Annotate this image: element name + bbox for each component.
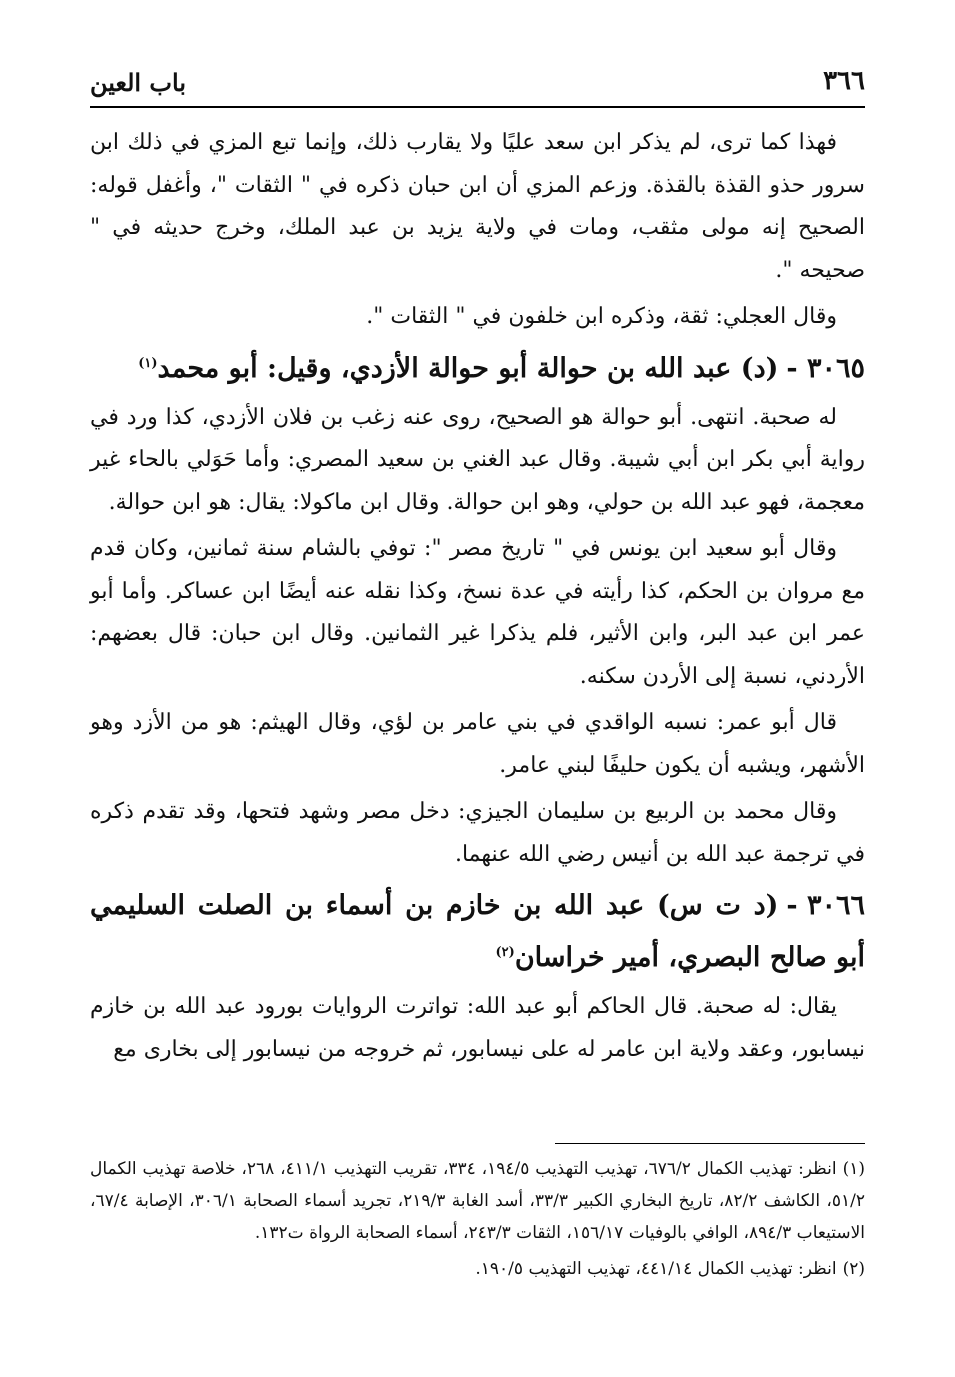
entry-heading bbox=[90, 343, 865, 395]
footnote bbox=[90, 1253, 865, 1285]
entry-number: ٣٠٦٦ - bbox=[786, 890, 865, 921]
header-rule bbox=[90, 106, 865, 108]
chapter-title: باب العين bbox=[90, 68, 187, 97]
footnotes bbox=[90, 1153, 865, 1289]
paragraph: وقال أبو سعيد ابن يونس في " تاريخ مصر ": توفي بالشام سنة ثمانين، وكان قدم مع مروان بن الحكم، كذا رأيته في عدة نسخ، وكذا نقله عنه أيضًا ابن عساكر. وأما أبو عمر ابن عبد البر، وابن الأثير، فلم يذكرا غير الثمانين. وقال ابن حبان: قال بعضهم: الأردني، نسبة إلى الأردن سكنه. bbox=[90, 536, 865, 689]
main-text bbox=[90, 122, 865, 1075]
entry-title: (د ت س) عبد الله بن خازم بن أسماء بن الصلت السليمي أبو صالح البصري، أمير خراسان bbox=[90, 890, 865, 973]
paragraph: وقال العجلي: ثقة، وذكره ابن خلفون في " الثقات ". bbox=[366, 304, 837, 329]
footnote-number: (٢) bbox=[842, 1259, 865, 1279]
entry-number: ٣٠٦٥ - bbox=[786, 352, 865, 384]
page-number: ٣٦٦ bbox=[823, 66, 865, 96]
entry-heading bbox=[90, 880, 865, 984]
paragraph: يقال: له صحبة. قال الحاكم أبو عبد الله: تواترت الروايات بورود عبد الله بن خازم نيسابور، وعقد ولاية ابن عامر له على نيسابور، ثم خروجه من نيسابور إلى بخارى مع bbox=[90, 994, 865, 1062]
footnote-ref[interactable]: (١) bbox=[138, 355, 158, 371]
paragraph: فهذا كما ترى، لم يذكر ابن سعد عليًا ولا يقارب ذلك، وإنما تبع المزي في ذلك ابن سرور حذو القذة بالقذة. وزعم المزي أن ابن حبان ذكره في " الثقات "، وأغفل قوله: الصحيح إنه مولى مثقب، ومات في ولاية يزيد بن عبد الملك، وخرج حديثه في " صحيحه ". bbox=[90, 130, 865, 283]
paragraph: قال أبو عمر: نسبه الواقدي في بني عامر بن لؤي، وقال الهيثم: هو من الأزد وهو الأشهر، ويشبه أن يكون حليفًا لبني عامر. bbox=[90, 710, 865, 778]
footnote bbox=[90, 1153, 865, 1249]
footnote-text: انظر: تهذيب الكمال ٦٧٦/٢، تهذيب التهذيب ١٩٤/٥، ٣٣٤، تقريب التهذيب ٤١١/١، ٢٦٨، خلاصة تهذيب الكمال ٥١/٢، الكاشف ٨٢/٢، تاريخ البخاري الكبير ٣٣/٣، أسد الغابة ٢١٩/٣، تجريد أسماء الصحابة ٣٠٦/١، الإصابة ٦٧/٤، الاستيعاب ٨٩٤/٣، الوافي بالوفيات ١٥٦/١٧، الثقات ٢٤٣/٣، أسماء الصحابة الرواة ت١٣٢. bbox=[90, 1159, 865, 1243]
paragraph: له صحبة. انتهى. أبو حوالة هو الصحيح، روى عنه زغب بن فلان الأزدي، كذا ورد في رواية أبي بكر ابن أبي شيبة. وقال عبد الغني بن سعيد المصري: وأما حَوَلي بالحاء غير معجمة، فهو عبد الله بن حولي، وهو ابن حوالة. وقال ابن ماكولا: يقال: هو ابن حوالة. bbox=[90, 404, 865, 515]
paragraph: وقال محمد بن الربيع بن سليمان الجيزي: دخل مصر وشهد فتحها، وقد تقدم ذكره في ترجمة عبد الله بن أنيس رضي الله عنهما. bbox=[90, 799, 865, 867]
footnote-number: (١) bbox=[842, 1159, 865, 1179]
entry-title: (د) عبد الله بن حوالة أبو حوالة الأزدي، وقيل: أبو محمد bbox=[157, 352, 779, 384]
footnote-separator bbox=[555, 1143, 865, 1144]
footnote-ref[interactable]: (٢) bbox=[495, 945, 515, 960]
footnote-text: انظر: تهذيب الكمال ٤٤١/١٤، تهذيب التهذيب ١٩٠/٥. bbox=[475, 1259, 837, 1279]
running-header bbox=[90, 66, 865, 100]
